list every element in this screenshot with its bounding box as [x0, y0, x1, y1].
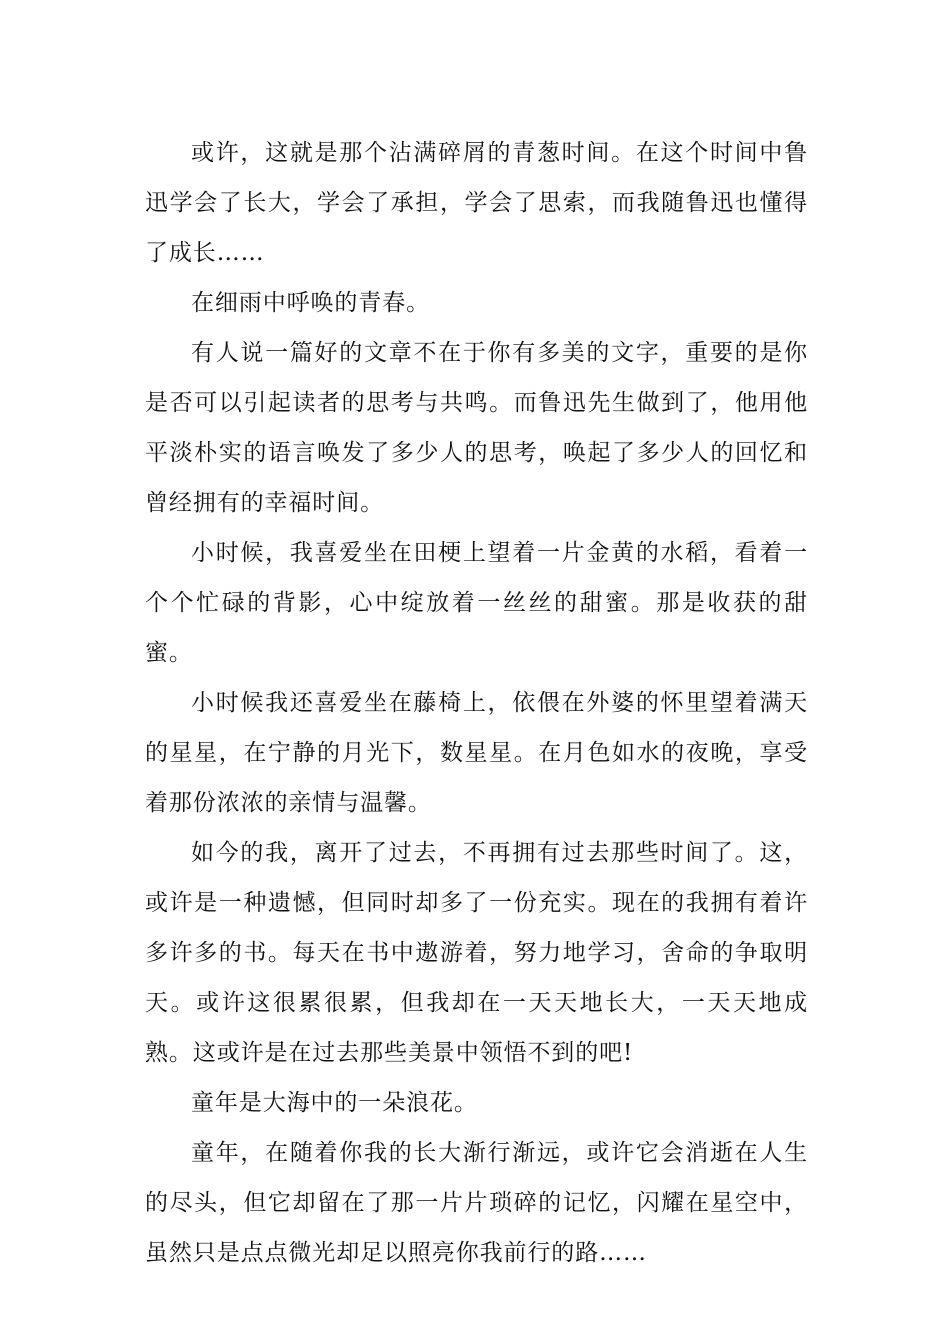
paragraph-4: 小时候，我喜爱坐在田梗上望着一片金黄的水稻，看着一个个忙碌的背影，心中绽放着一丝丝的甜蜜。那是收获的甜蜜。: [145, 540, 808, 666]
document-body: [145, 128, 808, 1278]
paragraph-7: 童年是大海中的一朵浪花。: [191, 1090, 478, 1116]
paragraph-1: 或许，这就是那个沾满碎屑的青葱时间。在这个时间中鲁迅学会了长大，学会了承担，学会了思索，而我随鲁迅也懂得了成长……: [145, 140, 808, 266]
paragraph-3: 有人说一篇好的文章不在于你有多美的文字，重要的是你是否可以引起读者的思考与共鸣。而鲁迅先生做到了，他用他平淡朴实的语言唤发了多少人的思考，唤起了多少人的回忆和曾经拥有的幸福时间。: [145, 340, 808, 516]
paragraph-2: 在细雨中呼唤的青春。: [191, 290, 430, 316]
paragraph-8: 童年，在随着你我的长大渐行渐远，或许它会消逝在人生的尽头，但它却留在了那一片片琐碎的记忆，闪耀在星空中，虽然只是点点微光却足以照亮你我前行的路……: [145, 1140, 808, 1266]
paragraph-6: 如今的我，离开了过去，不再拥有过去那些时间了。这，或许是一种遗憾，但同时却多了一份充实。现在的我拥有着许多许多的书。每天在书中遨游着，努力地学习，舍命的争取明天。或许这很累很累，但我却在一天天地长大，一天天地成熟。这或许是在过去那些美景中领悟不到的吧!: [145, 840, 808, 1066]
paragraph-5: 小时候我还喜爱坐在藤椅上，依偎在外婆的怀里望着满天的星星，在宁静的月光下，数星星。在月色如水的夜晚，享受着那份浓浓的亲情与温馨。: [145, 690, 808, 816]
